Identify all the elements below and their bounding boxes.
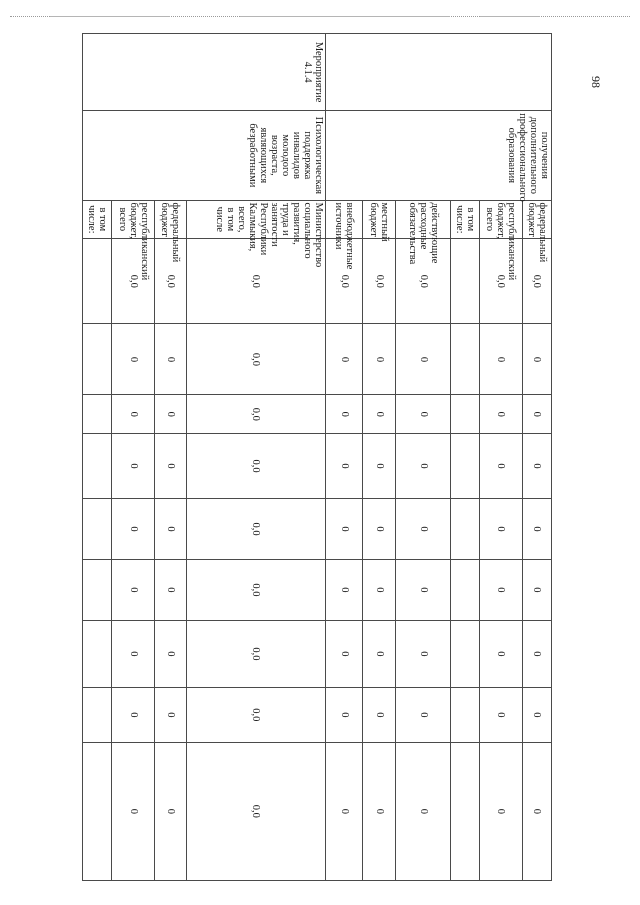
value-cell: 0,0 xyxy=(186,742,325,880)
value-cell: 0 xyxy=(480,687,522,742)
value-cell: 0,0 xyxy=(186,434,325,499)
value-cell: 0 xyxy=(363,742,396,880)
value-cell xyxy=(450,742,479,880)
value-cell: 0,0 xyxy=(480,239,522,324)
value-cell: 0 xyxy=(396,499,450,560)
value-cell: 0 xyxy=(480,499,522,560)
table-row xyxy=(522,34,551,881)
source-cell: республиканский бюджет, всего xyxy=(480,200,522,239)
value-cell: 0 xyxy=(154,687,186,742)
value-cell: 0 xyxy=(396,687,450,742)
source-cell: в том числе: xyxy=(83,200,113,239)
value-cell: 0,0 xyxy=(186,499,325,560)
value-cell: 0 xyxy=(112,559,154,620)
value-cell: 0 xyxy=(363,620,396,687)
value-cell: 0 xyxy=(154,620,186,687)
value-cell: 0,0 xyxy=(154,239,186,324)
value-cell: 0 xyxy=(363,324,396,395)
source-cell: федеральный бюджет xyxy=(522,200,551,239)
value-cell xyxy=(83,324,113,395)
value-cell: 0 xyxy=(325,499,363,560)
value-cell: 0,0 xyxy=(396,239,450,324)
budget-table-sheet xyxy=(82,33,552,881)
value-cell: 0,0 xyxy=(186,239,325,324)
value-cell: 0 xyxy=(325,620,363,687)
value-cell: 0 xyxy=(325,687,363,742)
value-cell xyxy=(450,559,479,620)
value-cell: 0 xyxy=(112,324,154,395)
value-cell: 0 xyxy=(363,499,396,560)
value-cell: 0 xyxy=(325,434,363,499)
value-cell: 0 xyxy=(522,395,551,434)
scan-header-line xyxy=(10,16,630,18)
value-cell: 0 xyxy=(522,742,551,880)
value-cell: 0 xyxy=(396,742,450,880)
value-cell xyxy=(450,239,479,324)
value-cell: 0,0 xyxy=(186,324,325,395)
value-cell: 0 xyxy=(112,434,154,499)
value-cell: 0,0 xyxy=(186,620,325,687)
value-cell: 0 xyxy=(480,434,522,499)
value-cell xyxy=(83,239,113,324)
value-cell: 0 xyxy=(522,559,551,620)
source-cell: в том числе: xyxy=(450,200,479,239)
value-cell: 0 xyxy=(154,395,186,434)
value-cell: 0 xyxy=(522,499,551,560)
value-cell xyxy=(450,499,479,560)
value-cell: 0 xyxy=(112,620,154,687)
source-cell: местный бюджет xyxy=(363,200,396,239)
section-a-label: получения дополнительного профессионального образования xyxy=(325,111,551,200)
value-cell: 0 xyxy=(480,559,522,620)
section-b-label: Психологическая поддержка инвалидов молодого возраста, являющихся безработными xyxy=(83,111,326,200)
value-cell: 0 xyxy=(112,499,154,560)
value-cell: 0,0 xyxy=(186,395,325,434)
value-cell: 0 xyxy=(154,324,186,395)
value-cell: 0 xyxy=(480,742,522,880)
value-cell: 0 xyxy=(325,559,363,620)
value-cell: 0 xyxy=(396,620,450,687)
value-cell: 0 xyxy=(363,434,396,499)
value-cell: 0 xyxy=(396,434,450,499)
value-cell: 0 xyxy=(154,434,186,499)
value-cell: 0,0 xyxy=(325,239,363,324)
value-cell: 0 xyxy=(363,687,396,742)
value-cell: 0 xyxy=(154,499,186,560)
value-cell xyxy=(83,687,113,742)
value-cell: 0,0 xyxy=(363,239,396,324)
value-cell: 0 xyxy=(154,742,186,880)
source-cell: Министерство социального развития, труда и занятости Республики Калмыкия, всего, в том числе xyxy=(186,200,325,239)
page-number: 98 xyxy=(589,76,603,88)
value-cell xyxy=(83,559,113,620)
value-cell: 0 xyxy=(396,559,450,620)
value-cell: 0 xyxy=(522,324,551,395)
value-cell xyxy=(83,395,113,434)
table-row xyxy=(186,34,325,881)
value-cell: 0 xyxy=(363,559,396,620)
value-cell: 0 xyxy=(112,395,154,434)
value-cell xyxy=(83,499,113,560)
value-cell xyxy=(83,620,113,687)
value-cell: 0,0 xyxy=(186,559,325,620)
value-cell: 0 xyxy=(363,395,396,434)
value-cell: 0 xyxy=(522,620,551,687)
value-cell: 0 xyxy=(396,395,450,434)
value-cell: 0 xyxy=(522,687,551,742)
value-cell: 0 xyxy=(325,395,363,434)
source-cell: внебюджетные источники xyxy=(325,200,363,239)
value-cell xyxy=(450,620,479,687)
value-cell: 0 xyxy=(325,324,363,395)
source-cell: федеральный бюджет xyxy=(154,200,186,239)
value-cell: 0 xyxy=(112,742,154,880)
value-cell: 0 xyxy=(396,324,450,395)
value-cell: 0 xyxy=(480,395,522,434)
section-a-code-cell xyxy=(325,34,551,111)
value-cell: 0,0 xyxy=(112,239,154,324)
section-b-code: Мероприятие 4.1.4 xyxy=(83,34,326,111)
value-cell: 0 xyxy=(480,620,522,687)
value-cell: 0 xyxy=(522,434,551,499)
value-cell: 0,0 xyxy=(186,687,325,742)
value-cell: 0,0 xyxy=(522,239,551,324)
budget-table xyxy=(82,33,552,881)
source-cell: республиканский бюджет, всего xyxy=(112,200,154,239)
value-cell xyxy=(83,742,113,880)
source-cell: действующие расходные обязательства xyxy=(396,200,450,239)
value-cell xyxy=(83,434,113,499)
value-cell: 0 xyxy=(325,742,363,880)
value-cell xyxy=(450,395,479,434)
value-cell: 0 xyxy=(154,559,186,620)
value-cell: 0 xyxy=(112,687,154,742)
value-cell: 0 xyxy=(480,324,522,395)
value-cell xyxy=(450,687,479,742)
value-cell xyxy=(450,434,479,499)
value-cell xyxy=(450,324,479,395)
